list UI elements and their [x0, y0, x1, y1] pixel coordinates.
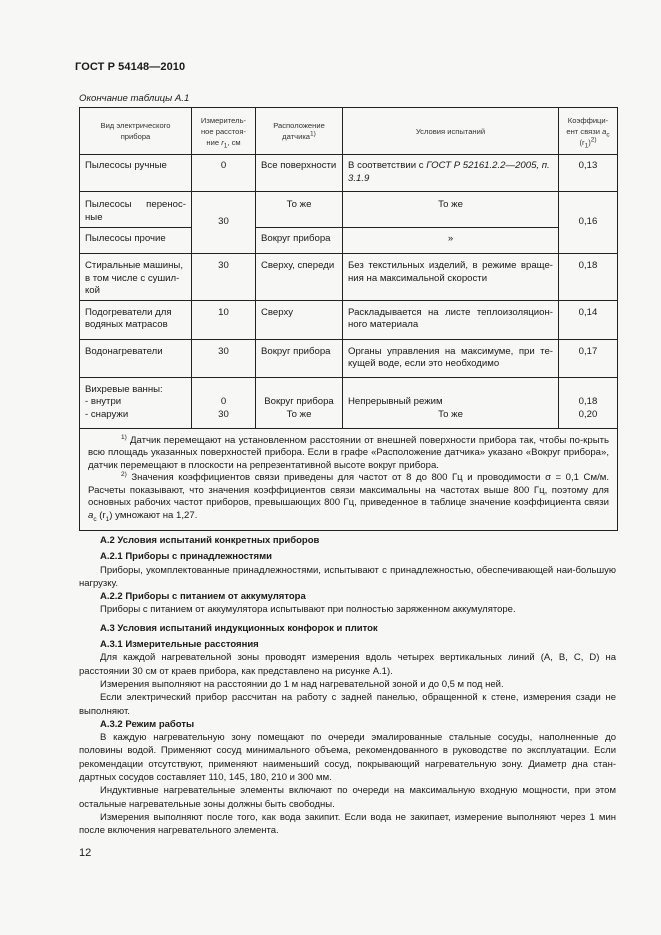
table-notes-row	[80, 428, 618, 531]
table-row: Водонагреватели 30 Вокруг прибора Органы управления на максимуме, при те-кущей воде, если это необходимо 0,17	[80, 339, 618, 377]
table-header-row	[80, 108, 618, 155]
paragraph: Измерения выполняют после того, как вода закипит. Если вода не закипает, измерение выполняют через 1 мин после включения нагревательного элемента.	[79, 811, 616, 837]
table-row: Пылесосы прочие Вокруг прибора »	[80, 228, 618, 254]
footnote-1: $^{1)}$ Датчик перемещают на установленном расстоянии от внешней поверхности прибора так, чтобы по-крыть всю площадь указанных поверхностей прибора. Если в графе «Расположение датчика» указано «Вокруг прибора», датчик перемещают в плоскости на репрезентативной высоте вокруг прибора.	[88, 433, 609, 471]
paragraph: Приборы, укомплектованные принадлежностями, испытывают с принадлежностью, обеспечивающей наи-большую нагрузку.	[79, 564, 616, 589]
table-row: Стиральные машины, в том числе с сушил-кой 30 Сверху, спереди Без текстильных изделий, в режиме враще-ния на максимальной скорости 0,18	[80, 254, 618, 301]
subsection-heading: А.2.1 Приборы с принадлежностями	[100, 551, 272, 563]
header-conditions: Условия испытаний	[343, 108, 559, 155]
table-row: Вихревые ванны: - внутри - снаружи 0 30 Вокруг прибора То же Непрерывный режим То же 0,18 0,20	[80, 377, 618, 428]
table-row: Пылесосы ручные 0 Все поверхности В соответствии с ГОСТ Р 52161.2.2—2005, п. 3.1.9 0,13	[80, 155, 618, 192]
paragraph: Измерения выполняют на расстоянии до 1 м над нагревательной зоной и до 0,5 м под ней.	[100, 678, 504, 690]
section-heading: А.2 Условия испытаний конкретных приборов	[100, 535, 320, 546]
paragraph: В каждую нагревательную зону помещают по очереди эмалированные стальные сосуды, наполненные до половины водой. Применяют сосуд минимального объема, рекомендованного в руководстве по эксплуатации. Если рекомендации отсутствуют, применяют наименьший сосуд, покрывающий нагревательную зону. Диаметр дна стан-дартных сосудов составляет 110, 145, 180, 210 и 300 мм.	[79, 732, 616, 784]
table-caption: Окончание таблицы А.1	[79, 93, 190, 104]
paragraph: Приборы с питанием от аккумулятора испытывают при полностью заряженном аккумуляторе.	[100, 604, 516, 616]
body-text	[79, 534, 616, 838]
section-heading: А.3 Условия испытаний индукционных конфорок и плиток	[100, 622, 378, 634]
subsection-heading: А.2.2 Приборы с питанием от аккумулятора	[100, 591, 306, 603]
paragraph: Если электрический прибор рассчитан на работу с задней панелью, обращенной к стене, измерения сзади не выполняют.	[79, 692, 616, 717]
header-distance: Измеритель-ное расстоя-ние $r_1$, см	[192, 108, 256, 155]
header-coefficient: Коэффици-ент связи $a_c$ $(r_1)^{2)}$	[559, 108, 618, 155]
header-sensor-position: Расположение датчика$^{1)}$	[256, 108, 343, 155]
subsection-heading: А.3.2 Режим работы	[100, 718, 195, 730]
subsection-heading: А.3.1 Измерительные расстояния	[100, 639, 259, 651]
data-table	[79, 107, 618, 531]
paragraph: Для каждой нагревательной зоны проводят измерения вдоль четырех вертикальных линий (А, В, С, D) на расстоянии 30 см от краев прибора, как представлено на рисунке А.1).	[79, 652, 616, 677]
table-row: Пылесосы перенос-ные 30 То же То же 0,16	[80, 192, 618, 228]
header-device: Вид электрического прибора	[80, 108, 192, 155]
footnote-2: $^{2)}$ Значения коэффициентов связи приведены для частот от 8 до 800 Гц и проводимости σ = 0,1 См/м. Расчеты показывают, что значения коэффициентов связи максимальны на частотах выше 800 Гц, поэтому для основных рабочих частот приборов, превышающих 800 Гц, приведенное в таблице значение коэффициента связи $a_c$ $(r_1)$ умножают на 1,27.	[88, 470, 609, 523]
page-number: 12	[79, 847, 92, 859]
paragraph: Индуктивные нагревательные элементы включают по очереди на максимальную входную мощности, при этом остальные нагревательные зоны должны быть свободны.	[79, 785, 616, 810]
document-header: ГОСТ Р 54148—2010	[75, 61, 186, 73]
table-row: Подогреватели для водяных матрасов 10 Сверху Раскладывается на листе теплоизоляцион-ного материала 0,14	[80, 300, 618, 339]
